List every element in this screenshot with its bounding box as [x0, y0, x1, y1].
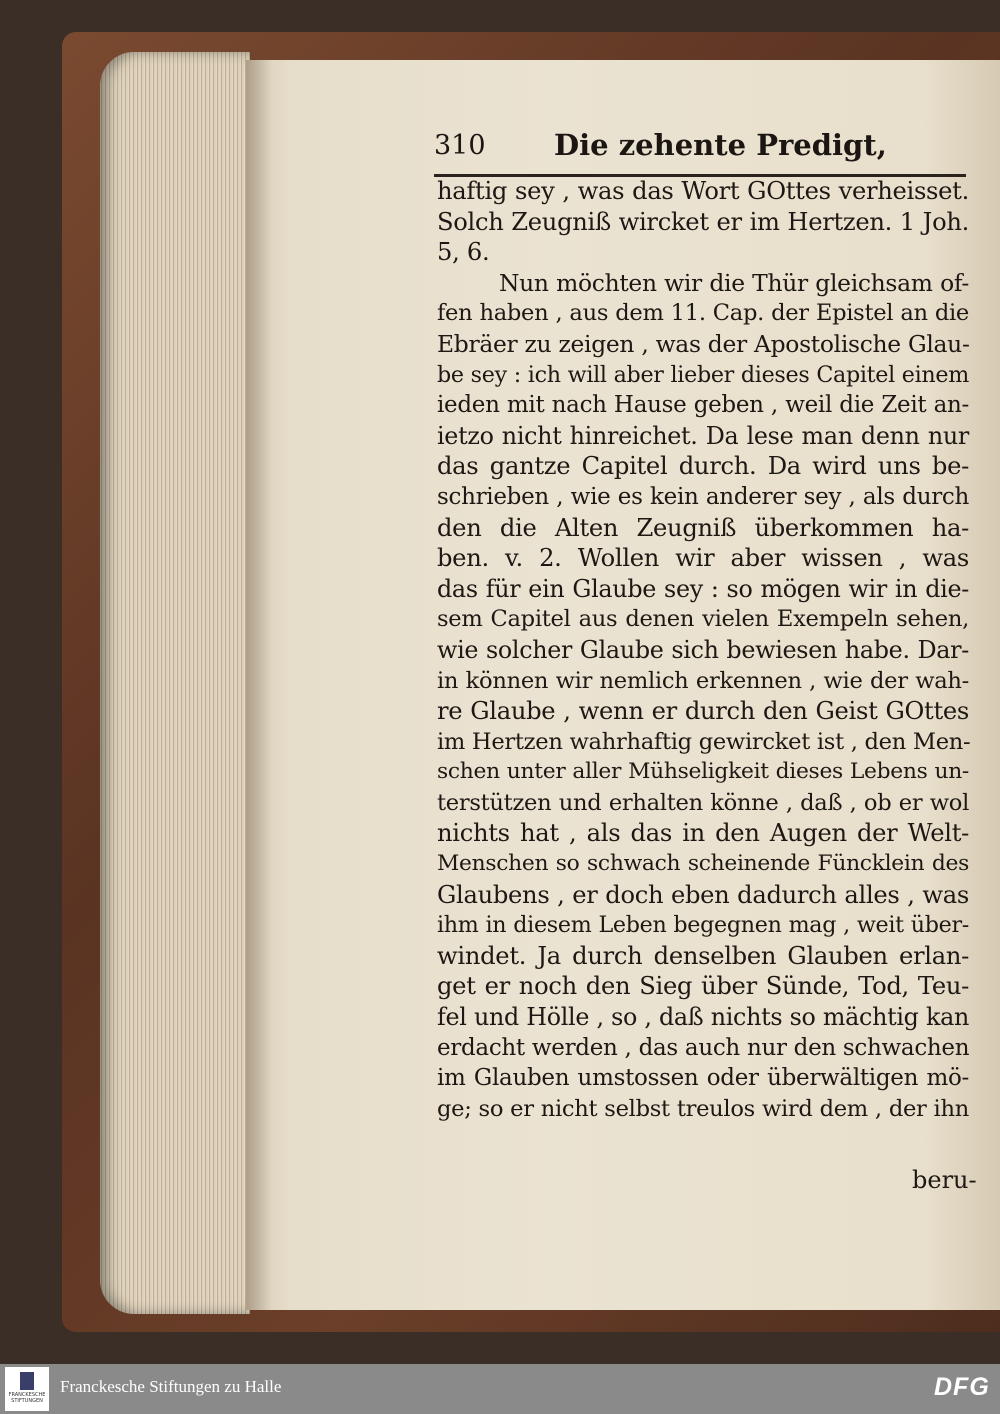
text-line: Menschen so schwach scheinende Füncklein des: [437, 851, 969, 877]
text-line: fel und Hölle , so , daß nichts so mächtig kan: [437, 1003, 969, 1032]
text-line: erdacht werden , das auch nur den schwachen: [437, 1034, 970, 1061]
text-line: schen unter aller Mühseligkeit dieses Lebens un-: [437, 759, 969, 785]
page-body: [437, 176, 969, 1124]
text-line: Nun möchten wir die Thür gleichsam of-: [499, 268, 969, 297]
text-line: sem Capitel aus denen vielen Exempeln sehen,: [437, 606, 969, 633]
text-line: wie solcher Glaube sich bewiesen habe. Dar-: [437, 635, 969, 664]
text-line: ihm in diesem Leben begegnen mag , weit über-: [437, 912, 969, 939]
text-line: das für ein Glaube sey : so mögen wir in die-: [437, 574, 969, 603]
page-edges: [100, 52, 250, 1314]
text-line: das gantze Capitel durch. Da wird uns be-: [437, 452, 969, 481]
text-line: nichts hat , als das in den Augen der Welt-: [437, 819, 969, 848]
text-line: Ebräer zu zeigen , was der Apostolische Glau-: [437, 329, 970, 358]
institution-name[interactable]: Franckesche Stiftungen zu Halle: [60, 1377, 282, 1396]
text-line: Glaubens , er doch eben dadurch alles , was: [437, 880, 969, 909]
text-line: be sey : ich will aber lieber dieses Capitel einem: [437, 361, 969, 388]
text-line: Solch Zeugniß wircket er im Hertzen. 1 Joh.: [437, 207, 969, 236]
text-line: fen haben , aus dem 11. Cap. der Epistel an die: [437, 300, 969, 327]
text-line: ge; so er nicht selbst treulos wird dem , der ihn: [437, 1095, 969, 1122]
text-line: windet. Ja durch denselben Glauben erlan-: [437, 941, 969, 970]
running-header: [434, 130, 964, 176]
text-line: im Glauben umstossen oder überwältigen mö-: [437, 1065, 969, 1092]
text-line: in können wir nemlich erkennen , wie der wah-: [437, 667, 969, 694]
text-line: ieden mit nach Hause geben , weil die Zeit an-: [437, 392, 969, 419]
text-line: schrieben , wie es kein anderer sey , als durch: [437, 483, 969, 510]
catchword: beru-: [912, 1166, 977, 1194]
logo-emblem-icon: [20, 1372, 34, 1390]
text-line: get er noch den Sieg über Sünde, Tod, Teu-: [437, 972, 969, 1001]
page-gutter: [246, 60, 272, 1310]
text-line: ietzo nicht hinreichet. Da lese man denn nur: [437, 421, 969, 450]
text-line: terstützen und erhalten könne , daß , ob er wol: [437, 789, 969, 816]
logo-text: FRANCKESCHE STIFTUNGEN: [8, 1392, 46, 1404]
text-line: re Glaube , wenn er durch den Geist GOttes: [437, 697, 969, 726]
running-head-title: Die zehente Predigt,: [554, 128, 887, 162]
page-number: 310: [434, 130, 486, 161]
text-line: im Hertzen wahrhaftig gewircket ist , den Men-: [437, 728, 971, 755]
text-line: 5, 6.: [437, 238, 490, 267]
text-line: ben. v. 2. Wollen wir aber wissen , was: [437, 544, 969, 573]
text-line: den die Alten Zeugniß überkommen ha-: [437, 513, 969, 542]
dfg-logo[interactable]: DFG: [934, 1373, 990, 1401]
text-line: haftig sey , was das Wort GOttes verheisset.: [437, 177, 969, 205]
